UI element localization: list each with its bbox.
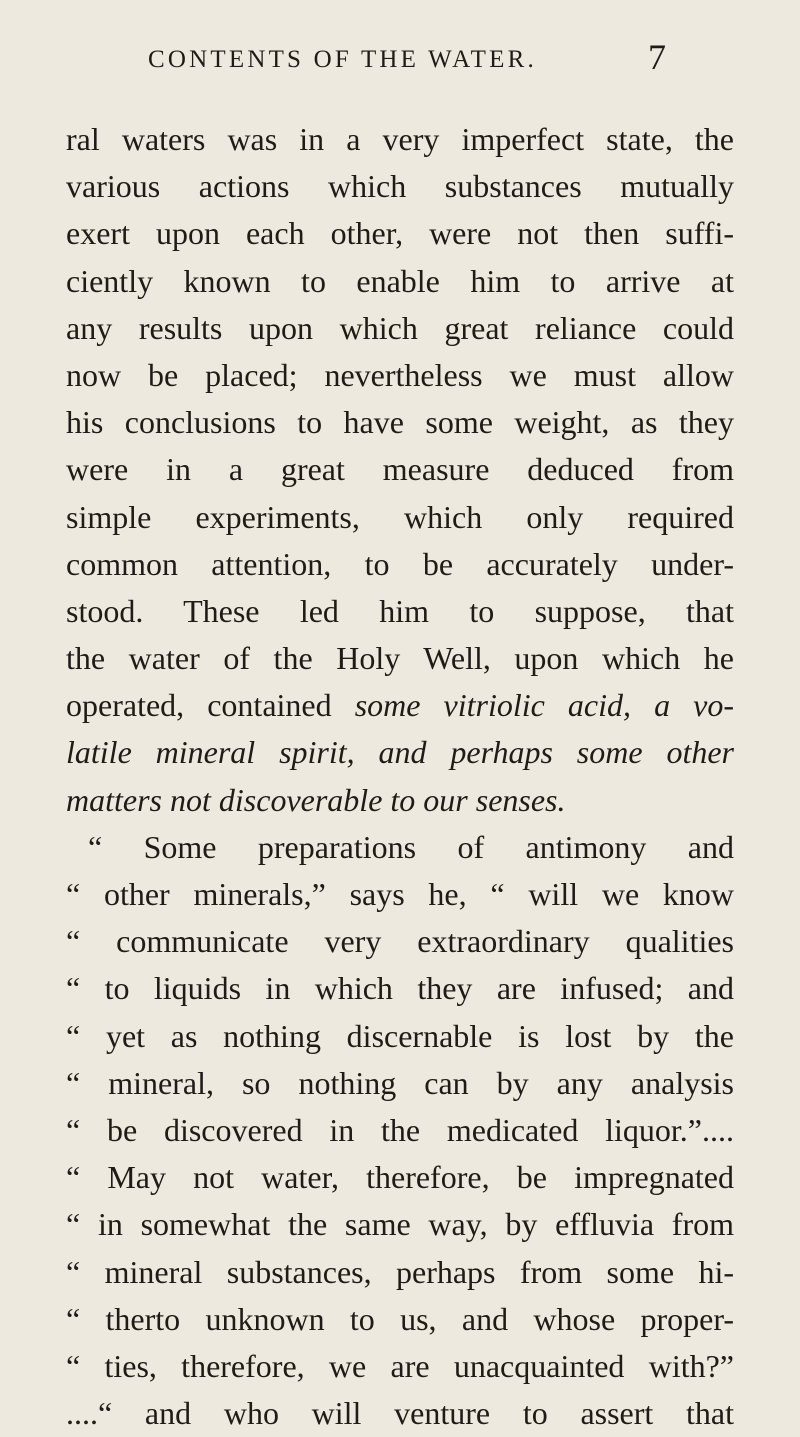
quote-line: “ mineral substances, perhaps from some hi- <box>66 1253 734 1290</box>
page-header <box>0 36 800 92</box>
quote-line: “ be discovered in the medicated liquor.”.... <box>66 1111 734 1148</box>
text-line <box>66 729 734 776</box>
text-line: any results upon which great reliance could <box>66 309 734 346</box>
text-line: his conclusions to have some weight, as they <box>66 404 734 441</box>
italic-phrase: some vitriolic acid, a vo- <box>354 687 734 724</box>
quote-line: “ yet as nothing discernable is lost by the <box>66 1017 734 1054</box>
text-line: ral waters was in a very imperfect state, the <box>66 121 734 157</box>
text-line: simple experiments, which only required <box>66 498 734 535</box>
body-text <box>66 116 734 1437</box>
italic-phrase: latile mineral spirit, and perhaps some other <box>66 734 734 771</box>
quote-line: “ Some preparations of antimony and <box>88 828 734 865</box>
text-line: exert upon each other, were not then suffi- <box>66 215 734 252</box>
page-number: 7 <box>648 37 666 77</box>
quote-line: “ mineral, so nothing can by any analysis <box>66 1064 734 1101</box>
quote-line: “ other minerals,” says he, “ will we know <box>66 876 734 912</box>
text-line: various actions which substances mutually <box>66 168 734 205</box>
quote-line: “ ties, therefore, we are unacquainted with?” <box>66 1347 734 1384</box>
text-line: common attention, to be accurately under- <box>66 545 734 582</box>
text-line: the water of the Holy Well, upon which he <box>66 640 734 677</box>
quote-line: ....“ and who will venture to assert that <box>66 1395 734 1432</box>
quote-line: “ therto unknown to us, and whose proper- <box>66 1300 734 1337</box>
text-line: now be placed; nevertheless we must allow <box>66 356 734 393</box>
running-head: CONTENTS OF THE WATER. <box>148 46 537 73</box>
italic-phrase: matters not discoverable to our senses. <box>66 781 566 818</box>
text-line: ciently known to enable him to arrive at <box>66 262 734 299</box>
quote-line: “ May not water, therefore, be impregnated <box>66 1159 734 1196</box>
quote-line: “ in somewhat the same way, by effluvia from <box>66 1206 734 1243</box>
text-line: were in a great measure deduced from <box>66 451 734 488</box>
quote-line: “ communicate very extraordinary qualities <box>66 923 734 960</box>
quote-line: “ to liquids in which they are infused; and <box>66 970 734 1007</box>
text-line <box>66 777 734 824</box>
text-line: stood. These led him to suppose, that <box>66 592 734 629</box>
text-line: operated, contained some vitriolic acid, a vo- <box>66 687 734 724</box>
